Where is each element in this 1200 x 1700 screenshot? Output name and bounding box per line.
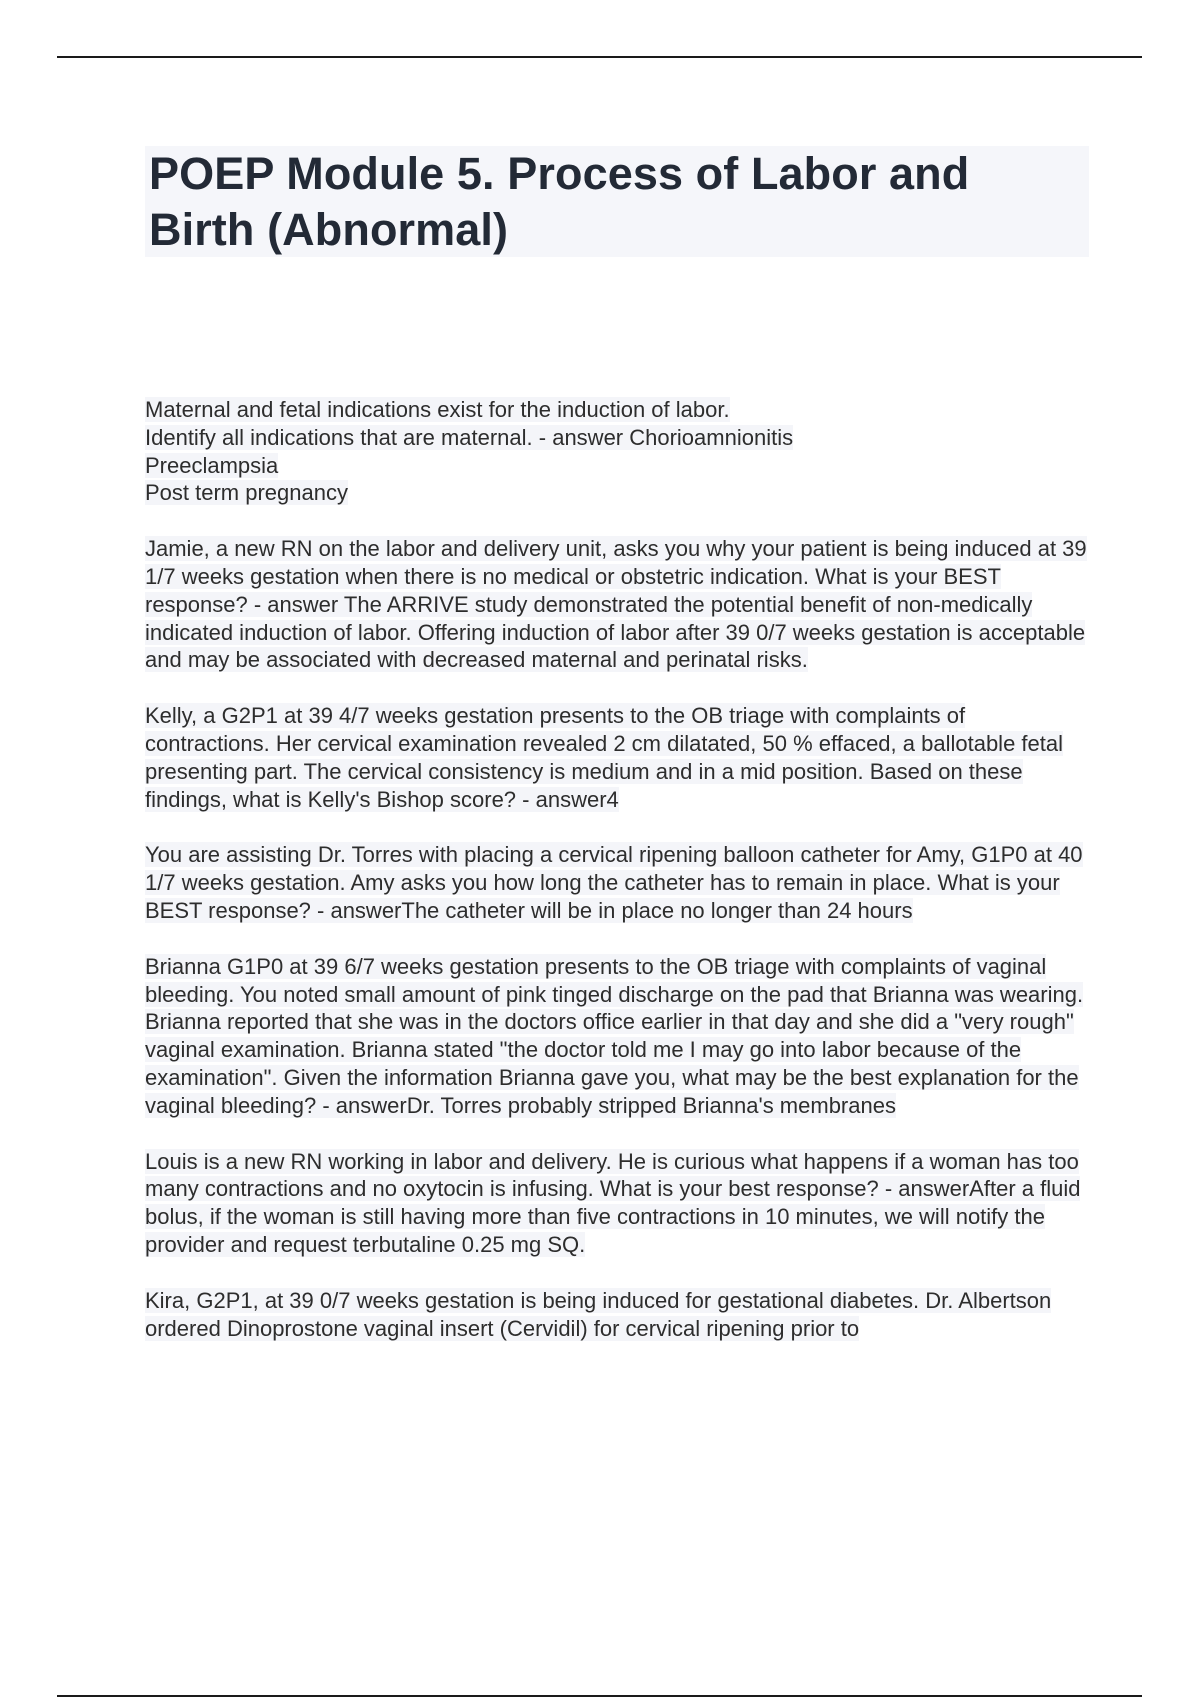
qa-item-2 (145, 535, 1095, 674)
qa-text-line: Maternal and fetal indications exist for the induction of labor. (145, 397, 730, 422)
qa-text: You are assisting Dr. Torres with placing a cervical ripening balloon catheter for Amy, G1P0 at 40 1/7 weeks gestation. Amy asks you how long the catheter has to remain in place. What is your BEST response? - answerThe catheter will be in place no longer than 24 hours (145, 842, 1083, 923)
bottom-rule (57, 1695, 1142, 1697)
qa-text-line: Preeclampsia (145, 452, 279, 478)
title-block (145, 146, 1089, 257)
qa-item-3 (145, 702, 1095, 813)
qa-text-line: Post term pregnancy (145, 480, 348, 506)
qa-item-5 (145, 953, 1095, 1120)
qa-item-4 (145, 841, 1095, 924)
qa-text: Jamie, a new RN on the labor and delivery unit, asks you why your patient is being induced at 39 1/7 weeks gestation when there is no medical or obstetric indication. What is your BEST response? - answer The ARRIVE study demonstrated the potential benefit of non-medically indicated induction of labor. Offering induction of labor after 39 0/7 weeks gestation is acceptable and may be associated with decreased maternal and perinatal risks. (145, 536, 1087, 673)
qa-text: Louis is a new RN working in labor and delivery. He is curious what happens if a woman has too many contractions and no oxytocin is infusing. What is your best response? - answerAfter a fluid bolus, if the woman is still having more than five contractions in 10 minutes, we will notify the provider and request terbutaline 0.25 mg SQ. (145, 1148, 1081, 1257)
qa-text: Brianna G1P0 at 39 6/7 weeks gestation presents to the OB triage with complaints of vaginal bleeding. You noted small amount of pink tinged discharge on the pad that Brianna was wearing. Brianna reported that she was in the doctors office earlier in that day and she did a "very rough" vaginal examination. Brianna stated "the doctor told me I may go into labor because of the examination". Given the information Brianna gave you, what may be the best explanation for the vaginal bleeding? - answerDr. Torres probably stripped Brianna's membranes (145, 953, 1084, 1118)
qa-text: Kelly, a G2P1 at 39 4/7 weeks gestation presents to the OB triage with complaints of contractions. Her cervical examination revealed 2 cm dilatated, 50 % effaced, a ballotable fetal presenting part. The cervical consistency is medium and in a mid position. Based on these findings, what is Kelly's Bishop score? - answer4 (145, 703, 1063, 812)
qa-text-line: Identify all indications that are maternal. - answer Chorioamnionitis (145, 424, 794, 450)
top-rule (57, 56, 1142, 58)
document-body (145, 396, 1095, 1370)
qa-text: Kira, G2P1, at 39 0/7 weeks gestation is being induced for gestational diabetes. Dr. Albertson ordered Dinoprostone vaginal insert (Cervidil) for cervical ripening prior to (145, 1287, 1052, 1341)
page-title: POEP Module 5. Process of Labor and Birth (Abnormal) (149, 148, 970, 255)
qa-item-7 (145, 1287, 1095, 1343)
qa-item-1 (145, 396, 1095, 507)
qa-item-6 (145, 1148, 1095, 1259)
